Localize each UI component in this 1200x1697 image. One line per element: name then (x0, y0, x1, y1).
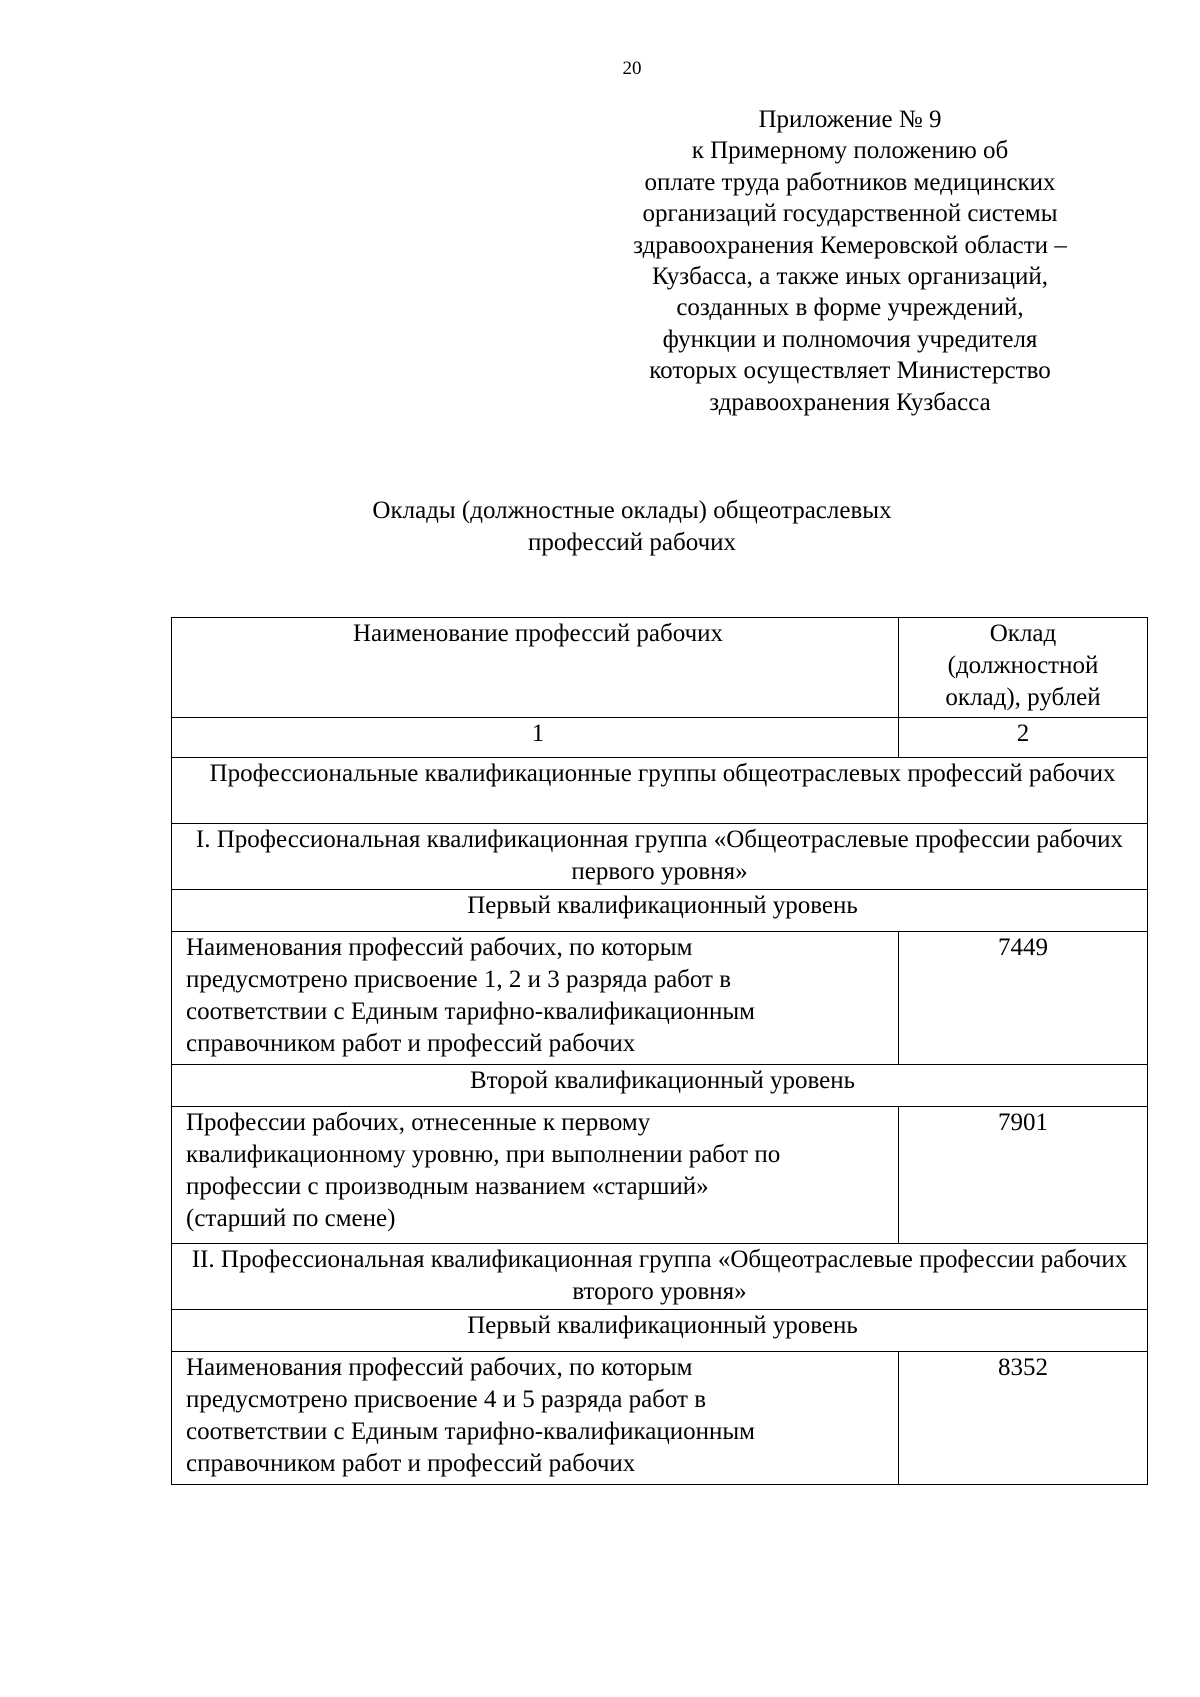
salary-table (171, 617, 1148, 1485)
salary-value: 7449 (899, 932, 1148, 1065)
table-row (172, 1107, 1148, 1244)
table-row (172, 932, 1148, 1065)
salary-value: 8352 (899, 1352, 1148, 1485)
column-number: 1 (172, 718, 899, 758)
page-number: 20 (622, 58, 642, 79)
appendix-line: оплате труда работников медицинских (644, 168, 1056, 196)
profession-description (172, 932, 899, 1065)
appendix-line: функции и полномочия учредителя (662, 325, 1038, 353)
appendix-line: организаций государственной системы (642, 200, 1058, 228)
level-heading: Первый квалификационный уровень (172, 1310, 1148, 1352)
group-heading: I. Профессиональная квалификационная группа «Общеотраслевые профессии рабочих первого уровня» (172, 824, 1148, 890)
header-name-column: Наименование профессий рабочих (172, 618, 899, 718)
level-row (172, 1065, 1148, 1107)
header-salary-line: (должностной (947, 652, 1099, 679)
description-line: соответствии с Единым тарифно-квалификационным (186, 1418, 755, 1445)
appendix-line: Кузбасса, а также иных организаций, (652, 263, 1048, 291)
profession-description (172, 1352, 899, 1485)
appendix-line: здравоохранения Кемеровской области – (633, 231, 1067, 259)
level-row (172, 1310, 1148, 1352)
table-row (172, 1352, 1148, 1485)
group-row (172, 1244, 1148, 1310)
appendix-line: к Примерному положению об (691, 137, 1009, 165)
description-line: Профессии рабочих, отнесенные к первому (186, 1109, 651, 1136)
appendix-line: созданных в форме учреждений, (676, 294, 1024, 322)
profession-description (172, 1107, 899, 1244)
section-row (172, 758, 1148, 824)
description-line: предусмотрено присвоение 1, 2 и 3 разряда работ в (186, 966, 732, 993)
description-line: Наименования профессий рабочих, по которым (186, 934, 693, 961)
description-line: квалификационному уровню, при выполнении работ по (186, 1141, 781, 1168)
table-header-row (172, 618, 1148, 718)
appendix-line: Приложение № 9 (758, 106, 942, 133)
level-heading: Первый квалификационный уровень (172, 890, 1148, 932)
level-heading: Второй квалификационный уровень (172, 1065, 1148, 1107)
section-heading: Профессиональные квалификационные группы общеотраслевых профессий рабочих (172, 758, 1148, 824)
description-line: профессии с производным названием «старший» (186, 1173, 709, 1200)
description-line: соответствии с Единым тарифно-квалификационным (186, 998, 755, 1025)
header-salary-line: оклад), рублей (945, 684, 1101, 711)
description-line: предусмотрено присвоение 4 и 5 разряда работ в (186, 1386, 707, 1413)
column-number: 2 (899, 718, 1148, 758)
header-salary-column (899, 618, 1148, 718)
appendix-header (605, 104, 1095, 418)
description-line: Наименования профессий рабочих, по которым (186, 1354, 693, 1381)
description-line: справочником работ и профессий рабочих (186, 1030, 636, 1057)
group-heading: II. Профессиональная квалификационная группа «Общеотраслевые профессии рабочих второго уровня» (172, 1244, 1148, 1310)
appendix-line: которых осуществляет Министерство (649, 357, 1051, 385)
header-salary-line: Оклад (989, 620, 1057, 647)
group-row (172, 824, 1148, 890)
document-title (0, 495, 1200, 559)
description-line: (старший по смене) (186, 1205, 396, 1232)
description-line: справочником работ и профессий рабочих (186, 1450, 636, 1477)
salary-value: 7901 (899, 1107, 1148, 1244)
title-line-2: профессий рабочих (527, 529, 737, 556)
level-row (172, 890, 1148, 932)
appendix-line: здравоохранения Кузбасса (709, 388, 991, 416)
title-line-1: Оклады (должностные оклады) общеотраслевых (372, 497, 892, 524)
column-number-row (172, 718, 1148, 758)
